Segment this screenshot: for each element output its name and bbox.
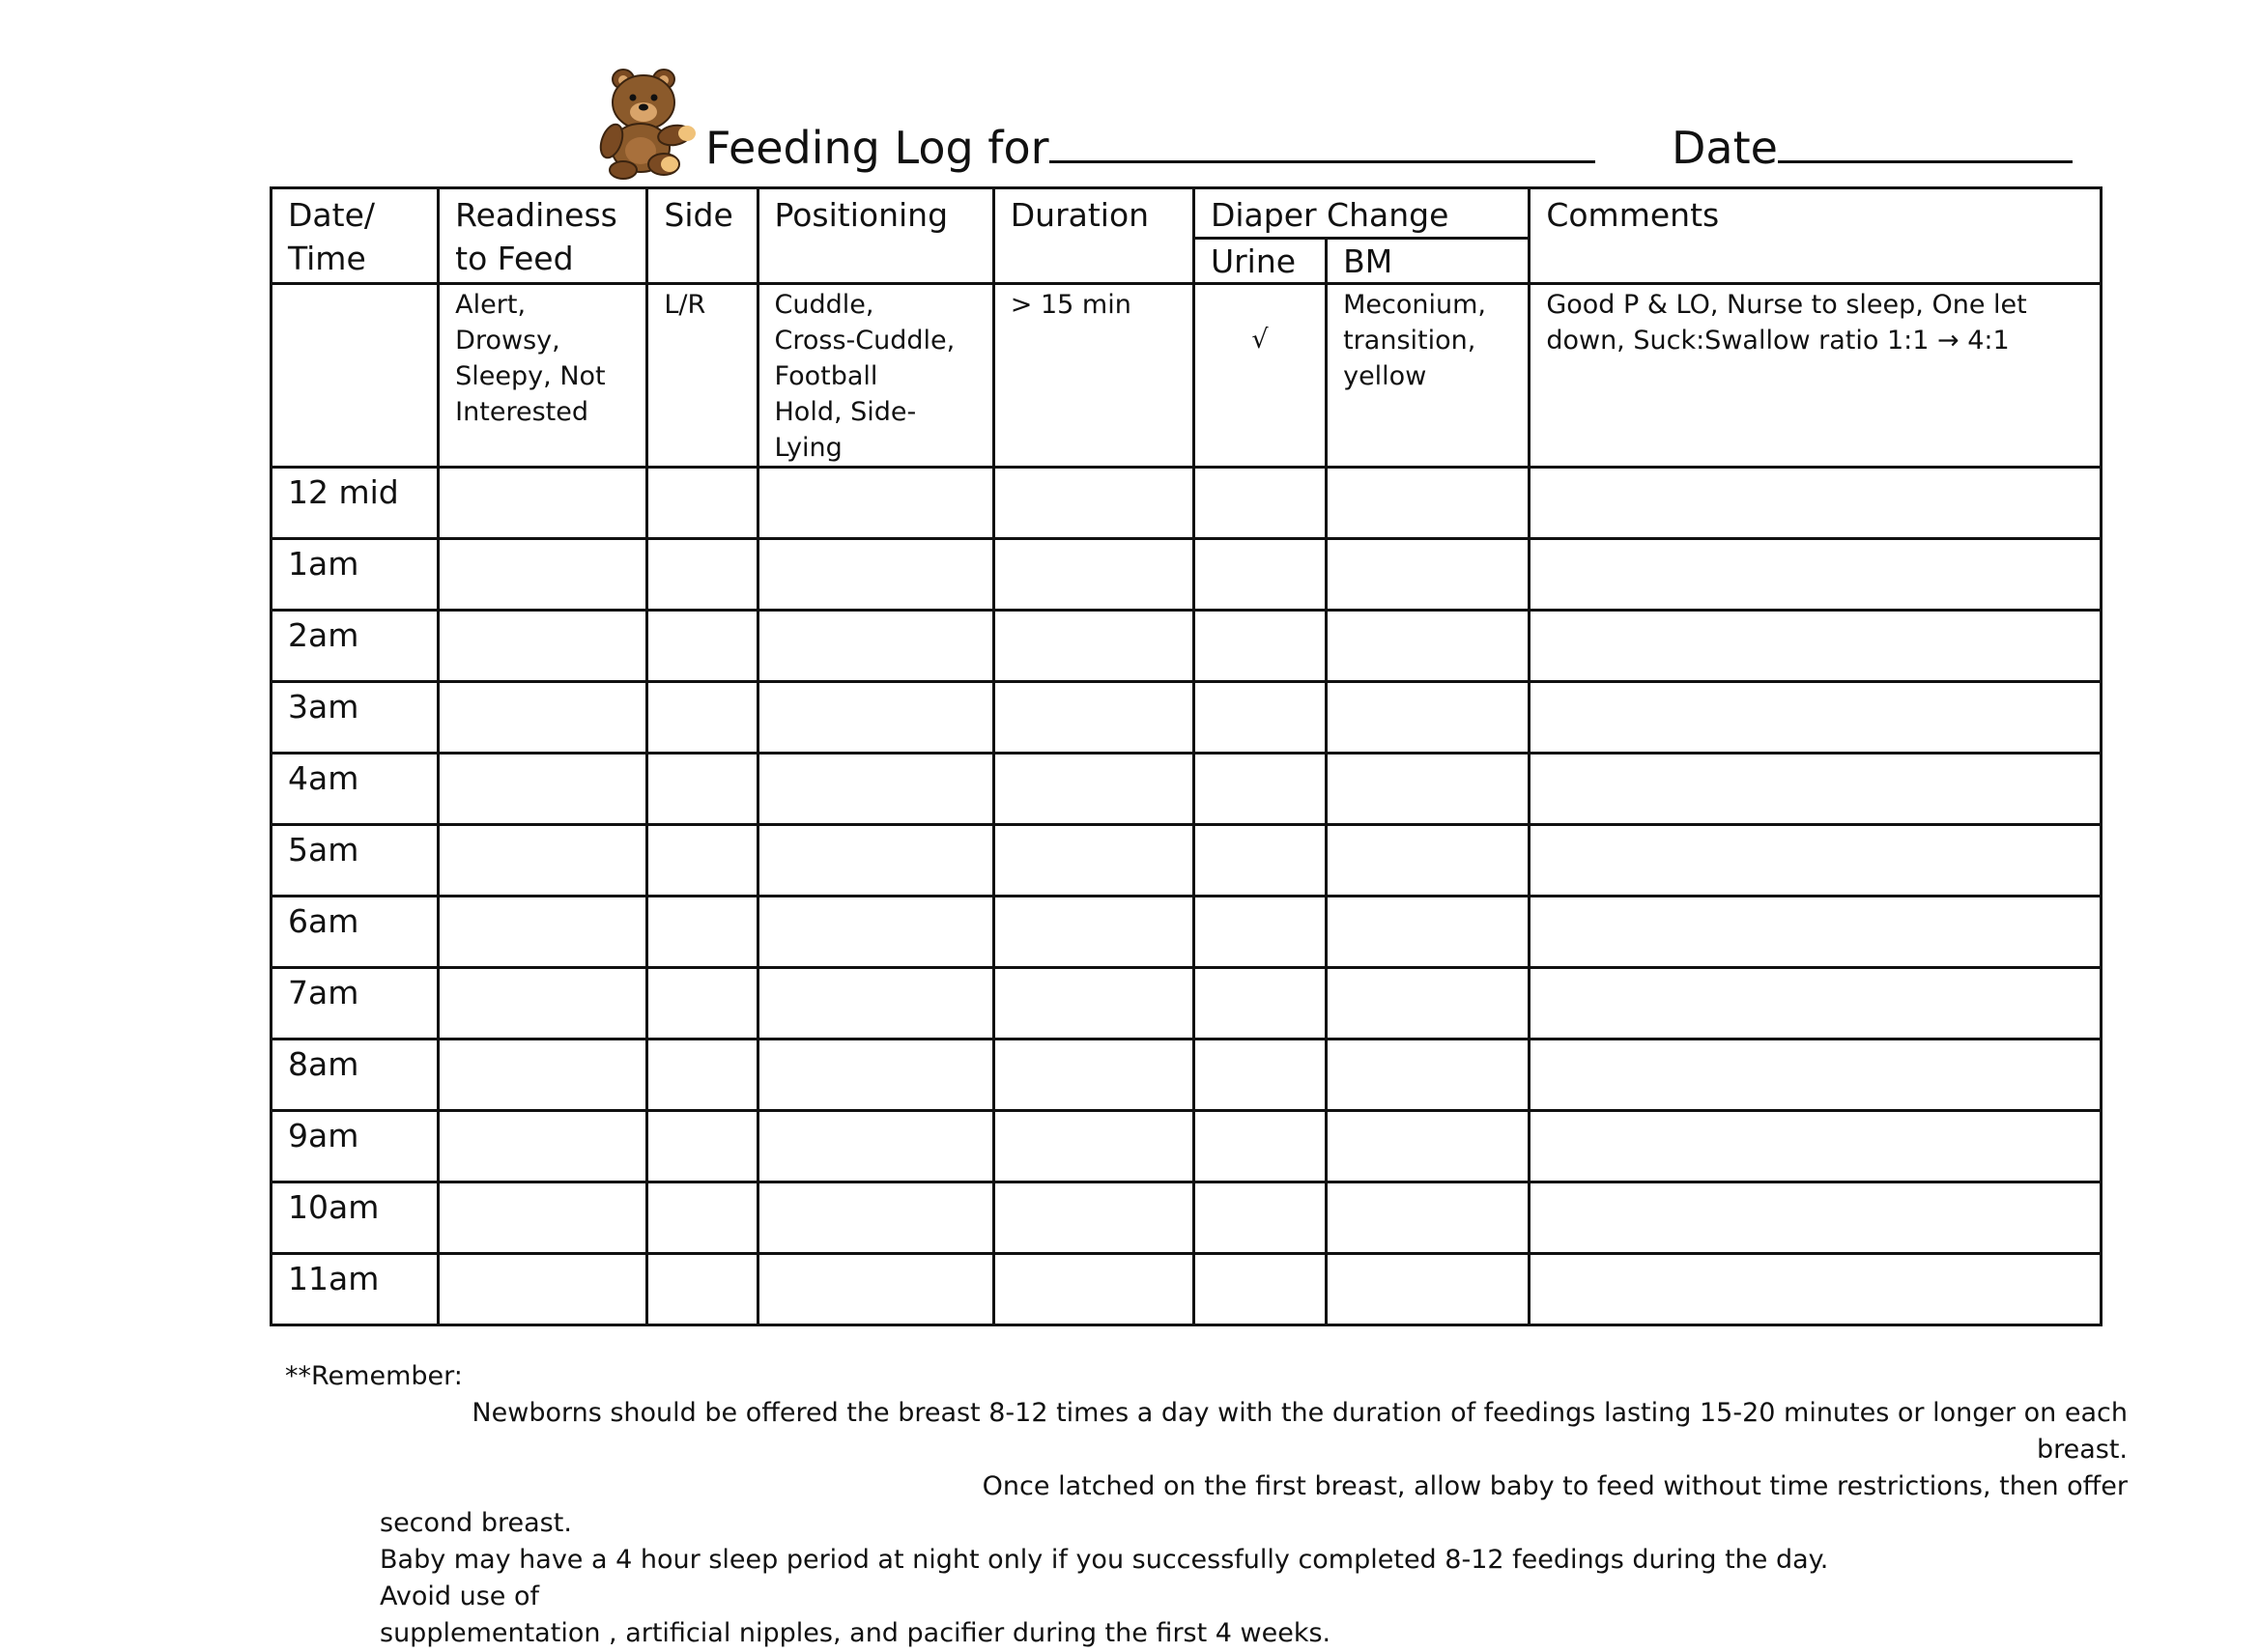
note-paragraph-2 [380, 1542, 1887, 1652]
col-header-side: Side [647, 188, 758, 284]
note-line-2: Once latched on the first breast, allow baby to feed without time restrictions, then offer [982, 1471, 2128, 1501]
date-blank-line[interactable] [1778, 118, 2073, 163]
col-header-readiness: Readiness to Feed [439, 188, 647, 284]
time-row [272, 611, 2102, 682]
entry-cell-side[interactable] [647, 1254, 758, 1325]
entry-cell-side[interactable] [647, 539, 758, 611]
col-header-diaper-change: Diaper Change [1193, 188, 1529, 239]
time-label: 3am [272, 682, 439, 754]
entry-cell-bm[interactable] [1327, 1111, 1530, 1182]
entry-cell-comments[interactable] [1530, 754, 2102, 825]
time-row [272, 539, 2102, 611]
entry-cell-side[interactable] [647, 611, 758, 682]
entry-cell-urine[interactable] [1193, 1040, 1326, 1111]
entry-cell-duration[interactable] [993, 539, 1193, 611]
entry-cell-readiness[interactable] [439, 1182, 647, 1254]
entry-cell-bm[interactable] [1327, 1182, 1530, 1254]
entry-cell-positioning[interactable] [758, 682, 993, 754]
entry-cell-side[interactable] [647, 754, 758, 825]
example-cell-bm: Meconium, transition, yellow [1327, 284, 1530, 468]
time-label: 11am [272, 1254, 439, 1325]
entry-cell-readiness[interactable] [439, 897, 647, 968]
entry-cell-bm[interactable] [1327, 754, 1530, 825]
entry-cell-side[interactable] [647, 825, 758, 897]
entry-cell-side[interactable] [647, 1040, 758, 1111]
entry-cell-comments[interactable] [1530, 1040, 2102, 1111]
time-label: 2am [272, 611, 439, 682]
page-title [705, 118, 1595, 177]
page-header [0, 0, 2260, 184]
entry-cell-positioning[interactable] [758, 968, 993, 1040]
entry-cell-duration[interactable] [993, 754, 1193, 825]
example-cell-duration: > 15 min [993, 284, 1193, 468]
entry-cell-urine[interactable] [1193, 1254, 1326, 1325]
entry-cell-duration[interactable] [993, 825, 1193, 897]
entry-cell-urine[interactable] [1193, 611, 1326, 682]
date-field [1672, 118, 2073, 177]
time-row [272, 897, 2102, 968]
title-text: Feeding Log for [705, 122, 1049, 174]
entry-cell-readiness[interactable] [439, 968, 647, 1040]
time-label: 1am [272, 539, 439, 611]
entry-cell-readiness[interactable] [439, 539, 647, 611]
entry-cell-readiness[interactable] [439, 468, 647, 539]
note-paragraph-1 [408, 1395, 2137, 1505]
entry-cell-urine[interactable] [1193, 468, 1326, 539]
entry-cell-side[interactable] [647, 897, 758, 968]
col-header-positioning: Positioning [758, 188, 993, 284]
time-label: 4am [272, 754, 439, 825]
remember-notes [285, 1358, 2128, 1652]
entry-cell-duration[interactable] [993, 1254, 1193, 1325]
entry-cell-comments[interactable] [1530, 968, 2102, 1040]
entry-cell-readiness[interactable] [439, 1111, 647, 1182]
entry-cell-urine[interactable] [1193, 539, 1326, 611]
time-label: 8am [272, 1040, 439, 1111]
time-row [272, 1182, 2102, 1254]
entry-cell-urine[interactable] [1193, 754, 1326, 825]
entry-cell-duration[interactable] [993, 1182, 1193, 1254]
example-cell-urine-checkmark: √ [1193, 284, 1326, 468]
entry-cell-urine[interactable] [1193, 825, 1326, 897]
remember-heading: **Remember: [285, 1361, 463, 1391]
example-cell-side: L/R [647, 284, 758, 468]
col-header-date-time: Date/ Time [272, 188, 439, 284]
time-label: 12 mid [272, 468, 439, 539]
name-blank-line[interactable] [1049, 118, 1595, 163]
date-label: Date [1672, 122, 1778, 174]
example-row [272, 284, 2102, 468]
time-label: 10am [272, 1182, 439, 1254]
entry-cell-bm[interactable] [1327, 825, 1530, 897]
entry-cell-bm[interactable] [1327, 682, 1530, 754]
entry-cell-duration[interactable] [993, 682, 1193, 754]
entry-cell-positioning[interactable] [758, 897, 993, 968]
entry-cell-side[interactable] [647, 968, 758, 1040]
entry-cell-positioning[interactable] [758, 468, 993, 539]
time-row [272, 1254, 2102, 1325]
entry-cell-comments[interactable] [1530, 682, 2102, 754]
example-cell-readiness: Alert, Drowsy, Sleepy, Not Interested [439, 284, 647, 468]
time-row [272, 754, 2102, 825]
entry-cell-side[interactable] [647, 468, 758, 539]
entry-cell-positioning[interactable] [758, 539, 993, 611]
entry-cell-side[interactable] [647, 682, 758, 754]
note-line-1: Newborns should be offered the breast 8-12 times a day with the duration of feedings lasting 15-20 minutes or longer on each breast. [472, 1398, 2128, 1465]
teddy-bear-icon [594, 66, 701, 180]
note-line-4: Baby may have a 4 hour sleep period at night only if you successfully completed 8-12 feedings during the day. Avoid use of [380, 1545, 1829, 1611]
time-label: 7am [272, 968, 439, 1040]
entry-cell-duration[interactable] [993, 611, 1193, 682]
time-row [272, 1040, 2102, 1111]
entry-cell-bm[interactable] [1327, 1040, 1530, 1111]
entry-cell-duration[interactable] [993, 468, 1193, 539]
entry-cell-comments[interactable] [1530, 897, 2102, 968]
entry-cell-positioning[interactable] [758, 1040, 993, 1111]
time-row [272, 968, 2102, 1040]
entry-cell-comments[interactable] [1530, 611, 2102, 682]
example-cell-positioning: Cuddle, Cross-Cuddle, Football Hold, Side- Lying [758, 284, 993, 468]
entry-cell-positioning[interactable] [758, 611, 993, 682]
entry-cell-comments[interactable] [1530, 1182, 2102, 1254]
entry-cell-positioning[interactable] [758, 1182, 993, 1254]
col-header-duration: Duration [993, 188, 1193, 284]
note-line-3: second breast. [380, 1508, 572, 1538]
entry-cell-readiness[interactable] [439, 1040, 647, 1111]
entry-cell-bm[interactable] [1327, 539, 1530, 611]
entry-cell-urine[interactable] [1193, 897, 1326, 968]
entry-cell-side[interactable] [647, 1182, 758, 1254]
entry-cell-bm[interactable] [1327, 468, 1530, 539]
col-header-comments: Comments [1530, 188, 2102, 284]
feeding-log-table [270, 186, 2103, 1326]
time-row [272, 1111, 2102, 1182]
entry-cell-comments[interactable] [1530, 825, 2102, 897]
time-row [272, 468, 2102, 539]
entry-cell-readiness[interactable] [439, 682, 647, 754]
entry-cell-comments[interactable] [1530, 1111, 2102, 1182]
example-cell-comments: Good P & LO, Nurse to sleep, One let down, Suck:Swallow ratio 1:1 → 4:1 [1530, 284, 2102, 468]
time-label: 9am [272, 1111, 439, 1182]
entry-cell-positioning[interactable] [758, 1254, 993, 1325]
entry-cell-bm[interactable] [1327, 611, 1530, 682]
entry-cell-urine[interactable] [1193, 968, 1326, 1040]
entry-cell-readiness[interactable] [439, 611, 647, 682]
entry-cell-duration[interactable] [993, 1040, 1193, 1111]
entry-cell-urine[interactable] [1193, 682, 1326, 754]
entry-cell-positioning[interactable] [758, 1111, 993, 1182]
entry-cell-comments[interactable] [1530, 1254, 2102, 1325]
entry-cell-side[interactable] [647, 1111, 758, 1182]
entry-cell-urine[interactable] [1193, 1111, 1326, 1182]
entry-cell-bm[interactable] [1327, 1254, 1530, 1325]
entry-cell-positioning[interactable] [758, 754, 993, 825]
example-cell-time [272, 284, 439, 468]
entry-cell-readiness[interactable] [439, 1254, 647, 1325]
entry-cell-duration[interactable] [993, 968, 1193, 1040]
col-header-urine: Urine [1193, 239, 1326, 284]
note-line-5: supplementation , artificial nipples, and pacifier during the first 4 weeks. [380, 1618, 1331, 1648]
entry-cell-urine[interactable] [1193, 1182, 1326, 1254]
entry-cell-bm[interactable] [1327, 968, 1530, 1040]
time-row [272, 682, 2102, 754]
time-label: 5am [272, 825, 439, 897]
entry-cell-readiness[interactable] [439, 825, 647, 897]
time-row [272, 825, 2102, 897]
entry-cell-comments[interactable] [1530, 539, 2102, 611]
entry-cell-bm[interactable] [1327, 897, 1530, 968]
entry-cell-duration[interactable] [993, 897, 1193, 968]
entry-cell-duration[interactable] [993, 1111, 1193, 1182]
entry-cell-positioning[interactable] [758, 825, 993, 897]
entry-cell-comments[interactable] [1530, 468, 2102, 539]
time-label: 6am [272, 897, 439, 968]
entry-cell-readiness[interactable] [439, 754, 647, 825]
col-header-bm: BM [1327, 239, 1530, 284]
time-rows [272, 468, 2102, 1325]
